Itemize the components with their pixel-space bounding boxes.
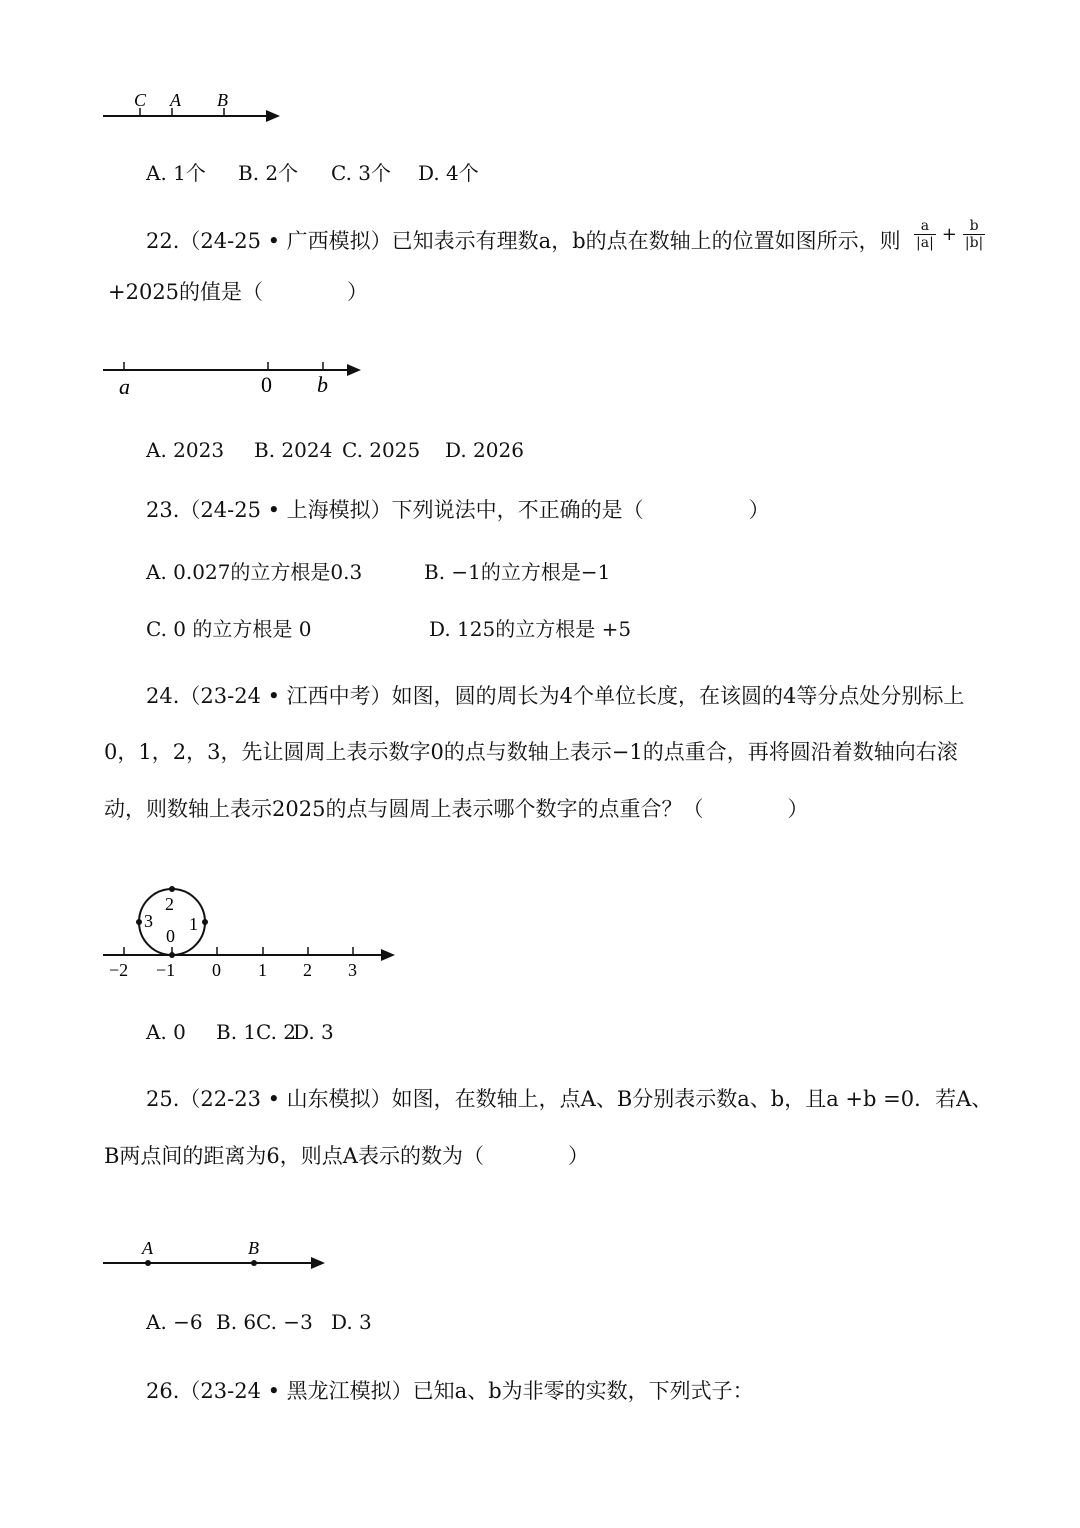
q21-option-a[interactable]: A. 1个 (146, 161, 206, 185)
q22-option-c[interactable]: C. 2025 (342, 438, 421, 462)
q25-label-b: B (248, 1238, 259, 1258)
q22-option-b[interactable]: B. 2024 (254, 438, 333, 462)
tick-label-minus-2: −2 (109, 960, 129, 980)
circle-label-3: 3 (144, 911, 153, 931)
q24-stem-line3: 动，则数轴上表示2025的点与圆周上表示哪个数字的点重合？（ ） (104, 797, 809, 821)
q26-stem-line1: 26.（23-24 • 黑龙江模拟）已知a、b为非零的实数，下列式子： (146, 1379, 754, 1403)
q25-stem-line2: B两点间的距离为6，则点A表示的数为（ ） (104, 1144, 589, 1168)
q21-option-c[interactable]: C. 3个 (331, 161, 392, 185)
point-label-b: B (217, 90, 228, 110)
point-label-c: C (134, 90, 147, 110)
circle-label-0: 0 (166, 926, 175, 946)
q24-stem-line1: 24.（23-24 • 江西中考）如图，圆的周长为4个单位长度，在该圆的4等分点处分别标上 (146, 684, 965, 708)
tick-label-minus-1: −1 (156, 960, 176, 980)
q22-plus-sign: + (941, 224, 957, 245)
q22-stem-line1: 22.（24-25 • 广西模拟）已知表示有理数a，b的点在数轴上的位置如图所示，则 (146, 229, 901, 253)
q21-option-b[interactable]: B. 2个 (238, 161, 299, 185)
q21-option-d[interactable]: D. 4个 (418, 161, 479, 185)
q22-stem-line2: +2025的值是（ ） (108, 280, 369, 304)
tick-label-0: 0 (212, 960, 221, 980)
q23-option-b[interactable]: B. −1的立方根是−1 (424, 560, 611, 584)
q22-fraction-a: $\frac{a}{|a|}$ (916, 218, 934, 251)
point-label-a: A (170, 90, 181, 110)
q22-fraction-b: $\frac{b}{|b|}$ (964, 218, 984, 251)
tick-label-3: 3 (348, 960, 357, 980)
circle-label-2: 2 (165, 894, 174, 914)
q22-label-a: a (119, 374, 130, 399)
q24-option-b[interactable]: B. 1 (216, 1020, 257, 1044)
tick-label-2: 2 (303, 960, 312, 980)
q22-label-zero: 0 (261, 372, 272, 397)
q24-option-d[interactable]: D. 3 (293, 1020, 334, 1044)
q24-option-c[interactable]: C. 2 (256, 1020, 297, 1044)
q23-option-d[interactable]: D. 125的立方根是 +5 (429, 617, 632, 641)
q22-option-a[interactable]: A. 2023 (146, 438, 225, 462)
tick-label-1: 1 (258, 960, 267, 980)
circle-label-1: 1 (189, 914, 198, 934)
q25-option-d[interactable]: D. 3 (331, 1310, 372, 1334)
q25-label-a: A (142, 1238, 153, 1258)
q25-option-a[interactable]: A. −6 (146, 1310, 203, 1334)
q22-label-b: b (317, 372, 328, 397)
q25-stem-line1: 25.（22-23 • 山东模拟）如图，在数轴上，点A、B分别表示数a、b，且a +b =0．若A、 (146, 1087, 993, 1111)
q22-option-d[interactable]: D. 2026 (445, 438, 524, 462)
q24-option-a[interactable]: A. 0 (146, 1020, 186, 1044)
q24-stem-line2: 0，1，2，3，先让圆周上表示数字0的点与数轴上表示−1的点重合，再将圆沿着数轴向右滚 (104, 740, 958, 764)
q23-option-c[interactable]: C. 0 的立方根是 0 (146, 617, 312, 641)
q23-option-a[interactable]: A. 0.027的立方根是0.3 (146, 560, 363, 584)
q25-option-c[interactable]: C. −3 (256, 1310, 313, 1334)
q25-option-b[interactable]: B. 6 (216, 1310, 257, 1334)
q23-stem: 23.（24-25 • 上海模拟）下列说法中，不正确的是（ ） (146, 498, 770, 522)
